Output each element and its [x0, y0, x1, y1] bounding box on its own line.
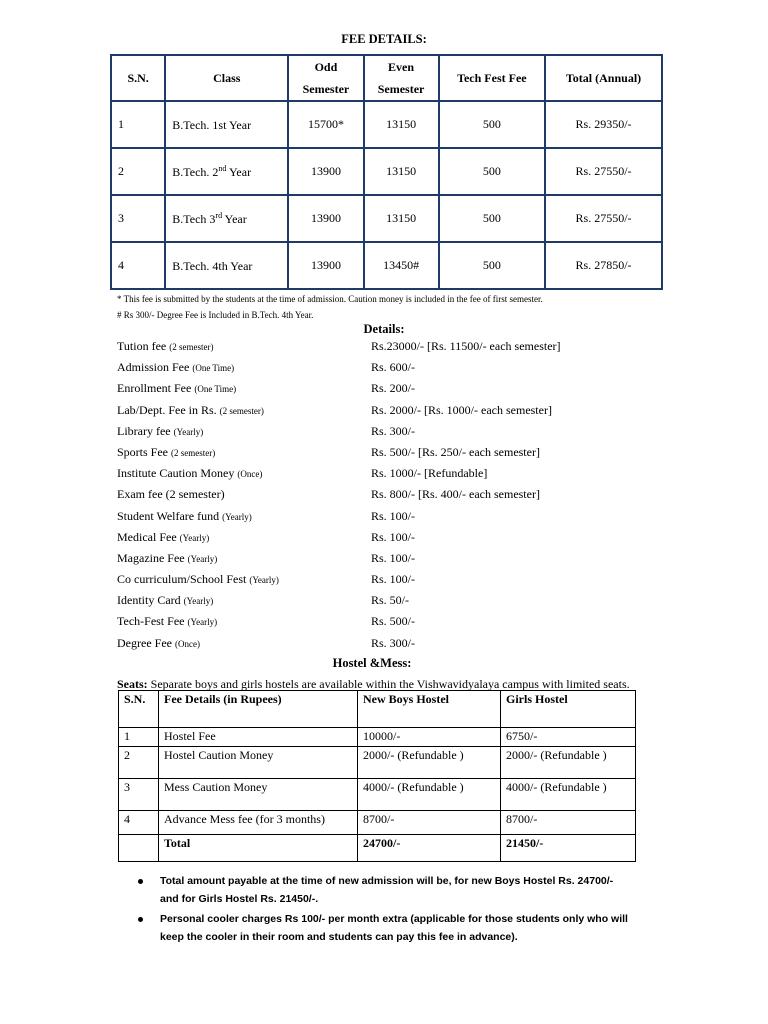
- cell-total: Rs. 29350/-: [545, 101, 662, 148]
- detail-label-text: Library fee: [117, 423, 174, 438]
- detail-label: [117, 570, 279, 589]
- header-tech-fest-fee: Tech Fest Fee: [439, 55, 545, 101]
- cell-tech: 500: [439, 242, 545, 289]
- detail-value: Rs. 300/-: [371, 423, 416, 438]
- cell-tech: 500: [439, 101, 545, 148]
- table-row: [119, 747, 636, 779]
- cell-tech: 500: [439, 148, 545, 195]
- header-class: Class: [165, 55, 288, 101]
- header-odd-line2: Semester: [302, 82, 350, 96]
- class-sup: rd: [215, 210, 223, 220]
- detail-qualifier: (Yearly): [222, 511, 252, 522]
- detail-qualifier: (Yearly): [187, 617, 218, 628]
- list-item: [117, 507, 637, 528]
- detail-label-text: Co curriculum/School Fest: [117, 572, 250, 587]
- header-sn: S.N.: [111, 55, 165, 101]
- detail-qualifier: (Yearly): [187, 553, 218, 564]
- detail-label-text: Admission Fee: [117, 360, 193, 375]
- detail-value: Rs. 100/-: [371, 529, 416, 544]
- hostel-table-header: [119, 691, 636, 728]
- detail-value: Rs. 100/-: [371, 572, 416, 587]
- header-odd-semester: [288, 55, 363, 101]
- detail-label-text: Degree Fee: [117, 635, 175, 650]
- header-even-line2: Semester: [377, 82, 425, 96]
- detail-label-text: Identity Card: [117, 593, 184, 608]
- cell-sn: 2: [119, 747, 159, 779]
- header-odd-line1: Odd: [314, 60, 338, 74]
- cell-even: 13150: [364, 148, 439, 195]
- cell-class: [165, 148, 288, 195]
- footnote-caution-money: * This fee is submitted by the students at the time of admission. Caution money is included in the fee of first semester.: [117, 294, 543, 304]
- list-item: [130, 872, 630, 908]
- table-row: [119, 728, 636, 747]
- list-item: [130, 910, 630, 946]
- hostel-heading: Hostel &Mess:: [332, 656, 412, 670]
- cell-total: Rs. 27850/-: [545, 242, 662, 289]
- detail-qualifier: (One Time): [192, 363, 235, 374]
- cell-sn: 1: [119, 728, 159, 747]
- cell-sn: [119, 835, 159, 862]
- cell-class: [165, 195, 288, 242]
- list-item: [117, 549, 637, 570]
- cell-odd: 15700*: [288, 101, 363, 148]
- detail-qualifier: (Yearly): [249, 575, 279, 586]
- cell-fee-detail: Advance Mess fee (for 3 months): [159, 811, 358, 835]
- detail-value: Rs. 50/-: [371, 593, 410, 608]
- list-item: [117, 358, 637, 379]
- list-item: [117, 379, 637, 400]
- details-heading: Details:: [363, 322, 405, 336]
- detail-label-text: Institute Caution Money: [117, 466, 238, 481]
- list-item: [117, 464, 637, 485]
- detail-label: [117, 591, 213, 610]
- detail-label-text: Exam fee (2 semester): [117, 487, 225, 502]
- detail-value: Rs. 500/-: [371, 614, 416, 629]
- list-item: [117, 422, 637, 443]
- class-suffix: Year: [226, 164, 252, 179]
- detail-label: [117, 358, 234, 377]
- detail-value: Rs. 2000/- [Rs. 1000/- each semester]: [371, 402, 552, 417]
- bullet-text: Personal cooler charges Rs 100/- per month extra (applicable for those students only who will keep the cooler in their room and students can pay this fee in advance).: [160, 913, 628, 943]
- fee-table-header: [111, 55, 662, 101]
- cell-odd: 13900: [288, 242, 363, 289]
- list-item: [117, 591, 637, 612]
- detail-qualifier: (Once): [237, 469, 263, 480]
- table-row: [111, 148, 662, 195]
- cell-girls: 6750/-: [501, 728, 636, 747]
- detail-label: [117, 485, 225, 504]
- bullet-icon: [138, 879, 143, 884]
- total-row: [119, 835, 636, 862]
- detail-qualifier: (2 semester): [171, 447, 216, 458]
- detail-label: [117, 634, 200, 653]
- detail-label: [117, 464, 262, 483]
- detail-value: Rs. 800/- [Rs. 400/- each semester]: [371, 487, 540, 502]
- fee-table: [110, 54, 663, 290]
- class-text: B.Tech 3: [172, 211, 216, 226]
- cell-even: 13150: [364, 101, 439, 148]
- cell-sn: 2: [111, 148, 165, 195]
- cell-fee-detail: Hostel Caution Money: [159, 747, 358, 779]
- bullet-text: Total amount payable at the time of new admission will be, for new Boys Hostel Rs. 24700/- and for Girls Hostel Rs. 21450/-.: [160, 875, 614, 905]
- class-text: B.Tech. 4th Year: [172, 258, 253, 273]
- hostel-table: [118, 690, 636, 862]
- cell-class: [165, 101, 288, 148]
- detail-value: Rs. 1000/- [Refundable]: [371, 466, 488, 481]
- list-item: [117, 401, 637, 422]
- cell-odd: 13900: [288, 148, 363, 195]
- detail-label-text: Enrollment Fee: [117, 381, 195, 396]
- table-row: [119, 811, 636, 835]
- detail-label-text: Medical Fee: [117, 529, 180, 544]
- table-row: [111, 195, 662, 242]
- class-text: B.Tech. 2: [172, 164, 219, 179]
- detail-label-text: Tech-Fest Fee: [117, 614, 188, 629]
- header-boys-hostel: New Boys Hostel: [358, 691, 501, 728]
- detail-label-text: Sports Fee: [117, 444, 171, 459]
- detail-qualifier: (Yearly): [173, 426, 204, 437]
- detail-label: [117, 337, 213, 356]
- header-sn: S.N.: [119, 691, 159, 728]
- detail-label-text: Student Welfare fund: [117, 508, 223, 523]
- notes-list: [130, 872, 630, 948]
- cell-sn: 3: [119, 779, 159, 811]
- cell-boys: 10000/-: [358, 728, 501, 747]
- cell-even: 13150: [364, 195, 439, 242]
- cell-sn: 3: [111, 195, 165, 242]
- detail-value: Rs. 600/-: [371, 360, 416, 375]
- cell-girls: 8700/-: [501, 811, 636, 835]
- detail-qualifier: (2 semester): [219, 405, 264, 416]
- detail-qualifier: (Yearly): [179, 532, 210, 543]
- cell-boys: 4000/- (Refundable ): [358, 779, 501, 811]
- header-even-line1: Even: [388, 60, 415, 74]
- cell-tech: 500: [439, 195, 545, 242]
- cell-boys: 8700/-: [358, 811, 501, 835]
- cell-girls: 2000/- (Refundable ): [501, 747, 636, 779]
- cell-sn: 1: [111, 101, 165, 148]
- cell-sn: 4: [111, 242, 165, 289]
- list-item: [117, 570, 637, 591]
- class-suffix: Year: [222, 211, 247, 226]
- cell-odd: 13900: [288, 195, 363, 242]
- detail-value: Rs. 500/- [Rs. 250/- each semester]: [371, 444, 540, 459]
- detail-label: [117, 401, 264, 420]
- bullet-icon: [138, 917, 143, 922]
- list-item: [117, 337, 637, 358]
- list-item: [117, 612, 637, 633]
- detail-value: Rs. 100/-: [371, 508, 416, 523]
- detail-label: [117, 507, 252, 526]
- seats-text: Separate boys and girls hostels are available within the Vishwavidyalaya campus with limited seats.: [147, 677, 630, 691]
- cell-total-label: Total: [159, 835, 358, 862]
- list-item: [117, 485, 637, 506]
- cell-even: 13450#: [364, 242, 439, 289]
- detail-label-text: Lab/Dept. Fee in Rs.: [117, 402, 220, 417]
- cell-girls: 4000/- (Refundable ): [501, 779, 636, 811]
- cell-boys: 2000/- (Refundable ): [358, 747, 501, 779]
- detail-value: Rs. 100/-: [371, 550, 416, 565]
- detail-label: [117, 422, 203, 441]
- detail-label: [117, 528, 209, 547]
- detail-value: Rs. 200/-: [371, 381, 416, 396]
- detail-label: [117, 443, 215, 462]
- list-item: [117, 443, 637, 464]
- footnote-degree-fee: # Rs 300/- Degree Fee is Included in B.Tech. 4th Year.: [117, 310, 314, 320]
- detail-label: [117, 549, 217, 568]
- list-item: [117, 528, 637, 549]
- detail-label-text: Tution fee: [117, 339, 170, 353]
- header-total-annual: Total (Annual): [545, 55, 662, 101]
- table-row: [111, 242, 662, 289]
- table-row: [111, 101, 662, 148]
- cell-total: Rs. 27550/-: [545, 148, 662, 195]
- page-title: FEE DETAILS:: [341, 32, 427, 46]
- seats-label: Seats:: [117, 677, 148, 691]
- cell-fee-detail: Hostel Fee: [159, 728, 358, 747]
- list-item: [117, 634, 637, 655]
- detail-qualifier: (Once): [174, 638, 200, 649]
- detail-qualifier: (2 semester): [169, 342, 214, 352]
- detail-qualifier: (Yearly): [183, 596, 214, 607]
- cell-girls-total: 21450/-: [501, 835, 636, 862]
- detail-label-text: Magazine Fee: [117, 550, 188, 565]
- header-fee-details: Fee Details (in Rupees): [159, 691, 358, 728]
- cell-total: Rs. 27550/-: [545, 195, 662, 242]
- cell-sn: 4: [119, 811, 159, 835]
- class-sup: nd: [218, 163, 227, 173]
- detail-label: [117, 379, 236, 398]
- detail-label: [117, 612, 217, 631]
- cell-fee-detail: Mess Caution Money: [159, 779, 358, 811]
- class-text: B.Tech. 1st Year: [172, 117, 252, 132]
- header-girls-hostel: Girls Hostel: [501, 691, 636, 728]
- detail-value: Rs.23000/- [Rs. 11500/- each semester]: [371, 339, 561, 353]
- cell-boys-total: 24700/-: [358, 835, 501, 862]
- detail-value: Rs. 300/-: [371, 635, 416, 650]
- table-row: [119, 779, 636, 811]
- cell-class: [165, 242, 288, 289]
- header-even-semester: [364, 55, 439, 101]
- detail-qualifier: (One Time): [194, 384, 237, 395]
- details-list: [117, 337, 637, 655]
